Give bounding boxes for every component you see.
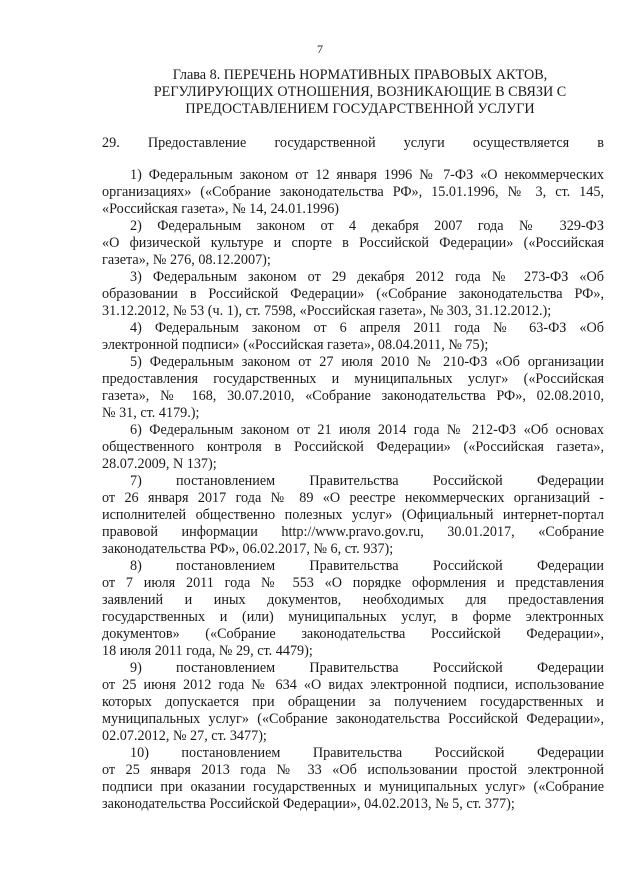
legal-act-line: от 7 июля 2011 года № 553 «О порядке оформления и представления bbox=[102, 575, 604, 591]
chapter-heading bbox=[150, 67, 570, 118]
legal-act-line: исполнителей общественно полезных услуг» (Официальный интернет-портал bbox=[102, 507, 604, 523]
legal-act-line: № 31, ст. 4179.); bbox=[102, 405, 200, 421]
legal-act-line: которых допускается при обращении за получением государственных и bbox=[102, 694, 604, 710]
legal-act-line: электронной подписи» («Российская газета», 08.04.2011, № 75); bbox=[102, 337, 489, 353]
legal-act-line: от 26 января 2017 года № 89 «О реестре некоммерческих организаций - bbox=[102, 490, 604, 506]
legal-act-item bbox=[102, 218, 604, 269]
legal-act-item bbox=[102, 660, 604, 745]
legal-act-line: образовании в Российской Федерации» («Собрание законодательства РФ», bbox=[102, 286, 604, 302]
legal-act-line: организациях» («Собрание законодательства РФ», 15.01.1996, № 3, ст. 145, bbox=[102, 184, 604, 200]
legal-act-item bbox=[102, 473, 604, 558]
legal-act-line: законодательства Российской Федерации», 04.02.2013, № 5, ст. 377); bbox=[102, 796, 515, 812]
legal-act-line: от 25 января 2013 года № 33 «Об использовании простой электронной bbox=[102, 762, 604, 778]
legal-act-item bbox=[102, 422, 604, 473]
legal-act-line: общественного контроля в Российской Федерации» («Российская газета», bbox=[102, 439, 604, 455]
legal-act-line: 10) постановлением Правительства Российской Федерации bbox=[130, 745, 604, 761]
legal-act-line: «Российская газета», № 14, 24.01.1996) bbox=[102, 201, 340, 217]
legal-act-line: 1) Федеральным законом от 12 января 1996 № 7-ФЗ «О некоммерческих bbox=[130, 167, 604, 183]
legal-act-line: законодательства РФ», 06.02.2017, № 6, ст. 937); bbox=[102, 541, 394, 557]
legal-act-line: муниципальных услуг» («Собрание законодательства Российской Федерации», bbox=[102, 711, 604, 727]
legal-act-item bbox=[102, 167, 604, 218]
legal-act-line: правовой информации http://www.pravo.gov.ru, 30.01.2017, «Собрание bbox=[102, 524, 604, 540]
legal-act-item bbox=[102, 354, 604, 422]
legal-act-line: документов» («Собрание законодательства Российской Федерации», bbox=[102, 626, 604, 642]
page-number: 7 bbox=[317, 42, 323, 56]
legal-acts-list bbox=[102, 167, 604, 813]
legal-act-item bbox=[102, 269, 604, 320]
legal-act-line: 9) постановлением Правительства Российской Федерации bbox=[130, 660, 604, 676]
legal-act-line: 3) Федеральным законом от 29 декабря 2012 года № 273-ФЗ «Об bbox=[130, 269, 604, 285]
legal-act-line: 8) постановлением Правительства Российской Федерации bbox=[130, 558, 604, 574]
legal-act-line: газета», № 168, 30.07.2010, «Собрание законодательства РФ», 02.08.2010, bbox=[102, 388, 604, 404]
chapter-heading-line: РЕГУЛИРУЮЩИХ ОТНОШЕНИЯ, ВОЗНИКАЮЩИЕ В СВЯЗИ С bbox=[153, 84, 567, 100]
legal-act-line: заявлений и иных документов, необходимых для предоставления bbox=[102, 592, 604, 608]
legal-act-line: подписи при оказании государственных и муниципальных услуг» («Собрание bbox=[102, 779, 604, 795]
legal-act-line: 4) Федеральным законом от 6 апреля 2011 года № 63-ФЗ «Об bbox=[130, 320, 604, 336]
legal-act-line: государственных и (или) муниципальных услуг, в форме электронных bbox=[102, 609, 604, 625]
legal-act-line: газета», № 276, 08.12.2007); bbox=[102, 252, 271, 268]
legal-act-line: предоставления государственных и муниципальных услуг» («Российская bbox=[102, 371, 604, 387]
chapter-heading-line: ПРЕДОСТАВЛЕНИЕМ ГОСУДАРСТВЕННОЙ УСЛУГИ bbox=[185, 101, 535, 117]
legal-act-line: 5) Федеральным законом от 27 июля 2010 № 210-ФЗ «Об организации bbox=[130, 354, 604, 370]
legal-act-line: 18 июля 2011 года, № 29, ст. 4479); bbox=[102, 643, 313, 659]
paragraph-29-lead: 29. Предоставление государственной услуги осуществляется в bbox=[102, 135, 604, 151]
chapter-heading-line: Глава 8. ПЕРЕЧЕНЬ НОРМАТИВНЫХ ПРАВОВЫХ АКТОВ, bbox=[172, 67, 548, 83]
legal-act-line: 31.12.2012, № 53 (ч. 1), ст. 7598, «Российская газета», № 303, 31.12.2012.); bbox=[102, 303, 552, 319]
legal-act-line: 6) Федеральным законом от 21 июля 2014 года № 212-ФЗ «Об основах bbox=[130, 422, 604, 438]
legal-act-line: 2) Федеральным законом от 4 декабря 2007 года № 329-ФЗ bbox=[130, 218, 604, 234]
legal-act-item bbox=[102, 320, 604, 354]
legal-act-line: от 25 июня 2012 года № 634 «О видах электронной подписи, использование bbox=[102, 677, 604, 693]
legal-act-line: «О физической культуре и спорте в Российской Федерации» («Российская bbox=[102, 235, 604, 251]
legal-act-line: 02.07.2012, № 27, ст. 3477); bbox=[102, 728, 267, 744]
legal-act-line: 7) постановлением Правительства Российской Федерации bbox=[130, 473, 604, 489]
legal-act-item bbox=[102, 745, 604, 813]
legal-act-item bbox=[102, 558, 604, 660]
legal-act-line: 28.07.2009, N 137); bbox=[102, 456, 217, 472]
